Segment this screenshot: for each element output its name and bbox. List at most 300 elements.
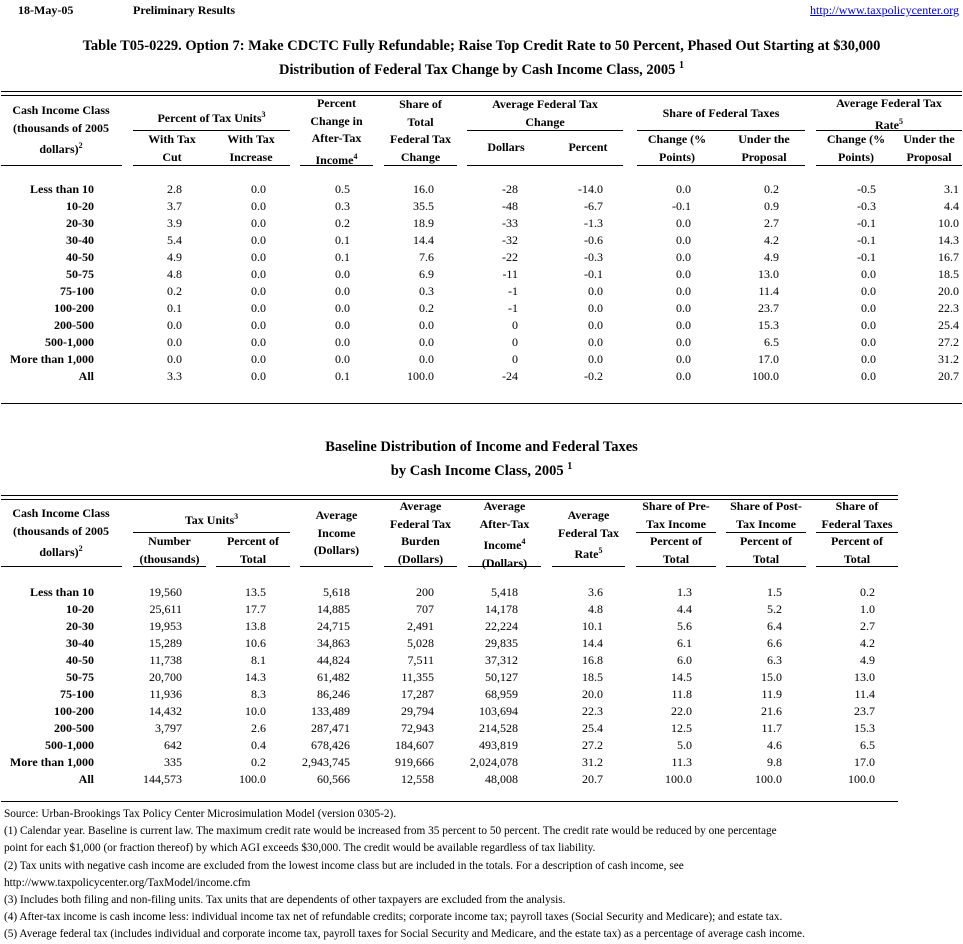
table-cell: 25.4 bbox=[938, 318, 959, 332]
table-cell: 0.0 bbox=[251, 284, 266, 298]
footnote-line: (3) Includes both filing and non-filing units. Tax units that are dependents of other taxpayers are excluded from the analysis. bbox=[4, 894, 566, 907]
header-fed-taxes-pct-total: Percent of Total bbox=[830, 534, 884, 566]
table-cell: 18.5 bbox=[938, 267, 959, 281]
income-class-label: 40-50 bbox=[66, 250, 94, 264]
table-cell: 4.6 bbox=[767, 738, 782, 752]
table-cell: -6.7 bbox=[584, 199, 603, 213]
header-pre-tax-pct-total: Percent of Total bbox=[649, 534, 703, 566]
table-cell: 16.7 bbox=[938, 250, 959, 264]
table2-title bbox=[0, 437, 963, 481]
table-cell: 184,607 bbox=[395, 738, 434, 752]
table-cell: 1.5 bbox=[767, 585, 782, 599]
table-cell: -0.1 bbox=[857, 250, 876, 264]
table-cell: 6.6 bbox=[767, 636, 782, 650]
table-cell: 14.3 bbox=[245, 670, 266, 684]
table-cell: 68,959 bbox=[485, 687, 518, 701]
table-cell: 0.0 bbox=[251, 335, 266, 349]
table-cell: 0.1 bbox=[335, 250, 350, 264]
table-cell: -22 bbox=[502, 250, 518, 264]
table-cell: 0.0 bbox=[251, 199, 266, 213]
table-cell: -0.1 bbox=[857, 216, 876, 230]
table-cell: 0.0 bbox=[676, 284, 691, 298]
table-cell: 7.6 bbox=[419, 250, 434, 264]
table-cell: 0.0 bbox=[676, 216, 691, 230]
table-cell: 0.2 bbox=[335, 216, 350, 230]
table-cell: 0.0 bbox=[676, 352, 691, 366]
income-class-label: More than 1,000 bbox=[9, 755, 94, 769]
table-row bbox=[0, 635, 963, 652]
table-cell: 29,835 bbox=[485, 636, 518, 650]
table-cell: 11,738 bbox=[149, 653, 182, 667]
table-cell: 10.0 bbox=[245, 704, 266, 718]
table-cell: 5,418 bbox=[491, 585, 518, 599]
header-share-pre-tax: Share of Pre- Tax Income bbox=[642, 499, 710, 531]
table-cell: -1 bbox=[508, 284, 518, 298]
table-cell: 2,943,745 bbox=[302, 755, 350, 769]
table-cell: 17.0 bbox=[854, 755, 875, 769]
table-cell: 0.3 bbox=[335, 199, 350, 213]
table-cell: 24,715 bbox=[317, 619, 350, 633]
table-cell: 20.0 bbox=[582, 687, 603, 701]
header-avg-fed-tax-change: Average Federal Tax Change bbox=[492, 97, 598, 129]
table-cell: 0.0 bbox=[419, 318, 434, 332]
table-row bbox=[0, 300, 963, 317]
table-cell: 0.0 bbox=[167, 318, 182, 332]
table1-title-line2: Distribution of Federal Tax Change by Cash Income Class, 2005 $^1$ bbox=[279, 60, 684, 78]
rule bbox=[552, 566, 625, 567]
header-avg-after-tax-income: Average After-Tax Income$^4$ (Dollars) bbox=[479, 499, 530, 570]
table-row bbox=[0, 317, 963, 334]
table-cell: 8.1 bbox=[251, 653, 266, 667]
table-cell: 100.0 bbox=[665, 772, 692, 786]
table-cell: 12.5 bbox=[671, 721, 692, 735]
table-cell: 0.0 bbox=[419, 352, 434, 366]
table-cell: 0.0 bbox=[861, 335, 876, 349]
header-post-tax-pct-total: Percent of Total bbox=[739, 534, 793, 566]
table-cell: 15.0 bbox=[761, 670, 782, 684]
table-cell: 15.3 bbox=[758, 318, 779, 332]
table-cell: 1.3 bbox=[677, 585, 692, 599]
table-cell: -0.5 bbox=[857, 182, 876, 196]
header-share-change-pct-points: Change (% Points) bbox=[647, 132, 707, 164]
table-cell: -0.3 bbox=[857, 199, 876, 213]
table-cell: 0.0 bbox=[861, 369, 876, 383]
header-avg-fed-tax-burden: Average Federal Tax Burden (Dollars) bbox=[389, 499, 451, 566]
footnote-line: http://www.taxpolicycenter.org/TaxModel/income.cfm bbox=[4, 876, 251, 889]
table-cell: 86,246 bbox=[317, 687, 350, 701]
table-cell: 0.0 bbox=[676, 250, 691, 264]
table-cell: 0.0 bbox=[167, 352, 182, 366]
table-cell: 0.0 bbox=[335, 267, 350, 281]
table-row bbox=[0, 181, 963, 198]
table-cell: 20.7 bbox=[582, 772, 603, 786]
table-cell: 0.0 bbox=[335, 318, 350, 332]
table-cell: 3.3 bbox=[167, 369, 182, 383]
table-row bbox=[0, 720, 963, 737]
table-cell: 3,797 bbox=[155, 721, 182, 735]
income-class-label: 10-20 bbox=[66, 602, 94, 616]
table-cell: 20.0 bbox=[938, 284, 959, 298]
table-cell: 0.2 bbox=[167, 284, 182, 298]
table-cell: 335 bbox=[164, 755, 182, 769]
table-cell: 7,511 bbox=[407, 653, 434, 667]
income-class-label: All bbox=[78, 772, 94, 786]
table-cell: 0.2 bbox=[860, 585, 875, 599]
table-cell: 0.0 bbox=[335, 284, 350, 298]
header-number: Number (thousands) bbox=[139, 534, 200, 566]
income-class-label: 30-40 bbox=[66, 636, 94, 650]
table-cell: 642 bbox=[164, 738, 182, 752]
table-cell: 35.5 bbox=[413, 199, 434, 213]
income-class-label: 500-1,000 bbox=[45, 335, 94, 349]
table-cell: 0.0 bbox=[588, 284, 603, 298]
table-cell: 13.8 bbox=[245, 619, 266, 633]
table-cell: 61,482 bbox=[317, 670, 350, 684]
table-cell: 31.2 bbox=[938, 352, 959, 366]
income-class-label: 200-500 bbox=[54, 721, 94, 735]
header-with-tax-increase: With Tax Increase bbox=[227, 132, 275, 164]
table-cell: 13.0 bbox=[854, 670, 875, 684]
table-cell: 0.9 bbox=[764, 199, 779, 213]
table-cell: 9.8 bbox=[767, 755, 782, 769]
table-cell: 493,819 bbox=[479, 738, 518, 752]
header-percent-of-total: Percent of Total bbox=[226, 534, 280, 566]
table-cell: 0.0 bbox=[335, 301, 350, 315]
table-cell: 0.4 bbox=[251, 738, 266, 752]
rule bbox=[1, 566, 122, 567]
table-cell: -0.1 bbox=[672, 199, 691, 213]
table1-title bbox=[0, 36, 963, 80]
table-cell: 16.0 bbox=[413, 182, 434, 196]
table-cell: 4.8 bbox=[588, 602, 603, 616]
table-cell: 678,426 bbox=[311, 738, 350, 752]
footnote-line: (2) Tax units with negative cash income are excluded from the lowest income class but are included in the totals. For a description of cash income, see bbox=[4, 859, 684, 872]
table-cell: 25.4 bbox=[582, 721, 603, 735]
header-cash-income-class: Cash Income Class (thousands of 2005 dollars)$^2$ bbox=[12, 103, 110, 156]
table-cell: 6.5 bbox=[860, 738, 875, 752]
table-row bbox=[0, 618, 963, 635]
income-class-label: 500-1,000 bbox=[45, 738, 94, 752]
income-class-label: All bbox=[78, 369, 94, 383]
table-cell: 72,943 bbox=[401, 721, 434, 735]
header-tax-units: Tax Units$^3$ bbox=[184, 512, 239, 527]
header-pct-change-after-tax: Percent Change in After-Tax Income$^4$ bbox=[310, 96, 363, 167]
table-cell: 5.6 bbox=[677, 619, 692, 633]
table-cell: 2,024,078 bbox=[470, 755, 518, 769]
table-row bbox=[0, 669, 963, 686]
table-cell: 5,618 bbox=[323, 585, 350, 599]
table-cell: -48 bbox=[502, 199, 518, 213]
table-cell: 10.0 bbox=[938, 216, 959, 230]
table-cell: 17,287 bbox=[401, 687, 434, 701]
table-row bbox=[0, 584, 963, 601]
table-cell: 0.0 bbox=[588, 301, 603, 315]
table-cell: 0.0 bbox=[251, 352, 266, 366]
table-cell: 16.8 bbox=[582, 653, 603, 667]
header-share-post-tax: Share of Post- Tax Income bbox=[730, 499, 802, 531]
table-cell: 287,471 bbox=[311, 721, 350, 735]
table-cell: 4.2 bbox=[764, 233, 779, 247]
income-class-label: 50-75 bbox=[66, 267, 94, 281]
table-cell: 6.3 bbox=[767, 653, 782, 667]
table-cell: 0 bbox=[512, 318, 518, 332]
table1-title-line1: Table T05-0229. Option 7: Make CDCTC Fully Refundable; Raise Top Credit Rate to 50 Percent, Phased Out Starting at $30,000 bbox=[82, 38, 881, 54]
table-cell: 4.9 bbox=[167, 250, 182, 264]
footnote-line: Source: Urban-Brookings Tax Policy Center Microsimulation Model (version 0305-2). bbox=[4, 808, 397, 820]
table-cell: 0.1 bbox=[335, 369, 350, 383]
table-row bbox=[0, 703, 963, 720]
table-row bbox=[0, 368, 963, 385]
table-cell: 144,573 bbox=[143, 772, 182, 786]
income-class-label: 20-30 bbox=[66, 619, 94, 633]
table-cell: 1.0 bbox=[860, 602, 875, 616]
table-cell: 0.0 bbox=[251, 267, 266, 281]
table-cell: 17.0 bbox=[758, 352, 779, 366]
table-row bbox=[0, 737, 963, 754]
table-cell: 27.2 bbox=[938, 335, 959, 349]
income-class-label: 20-30 bbox=[66, 216, 94, 230]
income-class-label: 50-75 bbox=[66, 670, 94, 684]
table-cell: 4.4 bbox=[944, 199, 959, 213]
header-share-fed-taxes: Share of Federal Taxes bbox=[662, 106, 780, 120]
table-cell: 14.4 bbox=[413, 233, 434, 247]
table-row bbox=[0, 198, 963, 215]
table-cell: 0.0 bbox=[251, 318, 266, 332]
table-cell: 0 bbox=[512, 335, 518, 349]
table-cell: 0.0 bbox=[167, 335, 182, 349]
income-class-label: 75-100 bbox=[60, 687, 94, 701]
header-share-total-change: Share of Total Federal Tax Change bbox=[389, 97, 451, 164]
rule bbox=[300, 566, 373, 567]
table-cell: 0.0 bbox=[676, 335, 691, 349]
table-cell: 25,611 bbox=[149, 602, 182, 616]
table-cell: 14,178 bbox=[485, 602, 518, 616]
table-cell: 4.9 bbox=[860, 653, 875, 667]
table-row bbox=[0, 283, 963, 300]
header-avg-income: Average Income (Dollars) bbox=[313, 508, 360, 557]
report-date: 18-May-05 bbox=[18, 3, 74, 17]
table-cell: 2.7 bbox=[764, 216, 779, 230]
table-cell: 5.0 bbox=[677, 738, 692, 752]
header-avg-fed-tax-rate: Average Federal Tax Rate$^5$ bbox=[557, 508, 619, 561]
table-cell: -32 bbox=[502, 233, 518, 247]
table-cell: 12,558 bbox=[401, 772, 434, 786]
table-cell: 0.0 bbox=[676, 369, 691, 383]
table-cell: -1 bbox=[508, 301, 518, 315]
table-cell: 20.7 bbox=[938, 369, 959, 383]
table-cell: -28 bbox=[502, 182, 518, 196]
header-with-tax-cut: With Tax Cut bbox=[148, 132, 196, 164]
table-cell: 14,885 bbox=[317, 602, 350, 616]
table-cell: 0.0 bbox=[251, 182, 266, 196]
header-rate-change-pct-points: Change (% Points) bbox=[826, 132, 886, 164]
table-cell: -0.1 bbox=[857, 233, 876, 247]
table-cell: 0.1 bbox=[167, 301, 182, 315]
table-cell: 0.0 bbox=[251, 301, 266, 315]
income-class-label: 75-100 bbox=[60, 284, 94, 298]
footnote-line: (4) After-tax income is cash income less: individual income tax net of refundable credits; corporate income tax; payroll taxes (Social Security and Medicare); and estate tax. bbox=[4, 911, 783, 924]
table-cell: 200 bbox=[416, 585, 434, 599]
table-row bbox=[0, 652, 963, 669]
table-cell: 103,694 bbox=[479, 704, 518, 718]
table-cell: 15,289 bbox=[149, 636, 182, 650]
table-cell: -33 bbox=[502, 216, 518, 230]
table-cell: 44,824 bbox=[317, 653, 350, 667]
income-class-label: More than 1,000 bbox=[9, 352, 94, 366]
table-cell: 14,432 bbox=[149, 704, 182, 718]
table-cell: 0.3 bbox=[419, 284, 434, 298]
table-row bbox=[0, 215, 963, 232]
table-cell: 919,666 bbox=[395, 755, 434, 769]
income-class-label: 100-200 bbox=[54, 301, 94, 315]
table-cell: 5,028 bbox=[407, 636, 434, 650]
table-cell: 21.6 bbox=[761, 704, 782, 718]
table-cell: -11 bbox=[502, 267, 518, 281]
table-cell: 2.6 bbox=[251, 721, 266, 735]
table-cell: 0.0 bbox=[588, 335, 603, 349]
table-cell: 6.0 bbox=[677, 653, 692, 667]
table-row bbox=[0, 754, 963, 771]
table-cell: 5.4 bbox=[167, 233, 182, 247]
table-cell: 23.7 bbox=[854, 704, 875, 718]
table-cell: 10.6 bbox=[245, 636, 266, 650]
table-cell: -24 bbox=[502, 369, 518, 383]
header-cash-income-class: Cash Income Class (thousands of 2005 dollars)$^2$ bbox=[12, 506, 110, 559]
table-cell: 48,008 bbox=[485, 772, 518, 786]
table-cell: 0.0 bbox=[251, 369, 266, 383]
footnote-line: (1) Calendar year. Baseline is current law. The maximum credit rate would be increased from 35 percent to 50 percent. The credit rate would be reduced by one percentage bbox=[4, 825, 777, 838]
header-dollars: Dollars bbox=[487, 140, 525, 154]
table-row bbox=[0, 601, 963, 618]
table-cell: 11.7 bbox=[761, 721, 782, 735]
table-cell: 50,127 bbox=[485, 670, 518, 684]
table-cell: 0.0 bbox=[335, 352, 350, 366]
table-cell: 0.0 bbox=[676, 318, 691, 332]
table-cell: 3.6 bbox=[588, 585, 603, 599]
table-cell: -1.3 bbox=[584, 216, 603, 230]
table-cell: 3.7 bbox=[167, 199, 182, 213]
table-cell: 13.5 bbox=[245, 585, 266, 599]
table-cell: 133,489 bbox=[311, 704, 350, 718]
table-cell: 8.3 bbox=[251, 687, 266, 701]
table-cell: 2.7 bbox=[860, 619, 875, 633]
header-share-under-proposal: Under the Proposal bbox=[738, 132, 790, 164]
table-cell: 0.0 bbox=[861, 301, 876, 315]
table-cell: 100.0 bbox=[755, 772, 782, 786]
table-cell: 14.5 bbox=[671, 670, 692, 684]
table-cell: 0.2 bbox=[419, 301, 434, 315]
table-cell: 22,224 bbox=[485, 619, 518, 633]
header-percent-tax-units: Percent of Tax Units$^3$ bbox=[157, 110, 266, 125]
table-cell: 11,936 bbox=[149, 687, 182, 701]
table-cell: 11.3 bbox=[671, 755, 692, 769]
table-cell: 0.2 bbox=[251, 755, 266, 769]
table-cell: -0.6 bbox=[584, 233, 603, 247]
table-cell: 0.0 bbox=[588, 318, 603, 332]
table-cell: 6.4 bbox=[767, 619, 782, 633]
rule bbox=[467, 165, 623, 166]
footnote-line: (5) Average federal tax (includes individual and corporate income tax, payroll taxes for Social Security and Medicare, and the estate tax) as a percentage of average cash income. bbox=[4, 928, 805, 941]
table-cell: 0.0 bbox=[676, 301, 691, 315]
table-cell: -14.0 bbox=[578, 182, 603, 196]
table-cell: -0.1 bbox=[584, 267, 603, 281]
table-cell: 214,528 bbox=[479, 721, 518, 735]
table-cell: 15.3 bbox=[854, 721, 875, 735]
table-cell: 11,355 bbox=[401, 670, 434, 684]
table-cell: 10.1 bbox=[582, 619, 603, 633]
table-cell: 20,700 bbox=[149, 670, 182, 684]
table-cell: 0.0 bbox=[588, 352, 603, 366]
table-cell: 0.5 bbox=[335, 182, 350, 196]
table-cell: 0.0 bbox=[335, 335, 350, 349]
table-cell: 0.0 bbox=[251, 250, 266, 264]
footnote-line: point for each $1,000 (or fraction thereof) by which AGI exceeds $30,000. The credit would be available regardless of tax liability. bbox=[4, 842, 596, 855]
income-class-label: 200-500 bbox=[54, 318, 94, 332]
table-cell: 0.0 bbox=[419, 335, 434, 349]
header-rate-under-proposal: Under the Proposal bbox=[903, 132, 955, 164]
table-cell: 100.0 bbox=[752, 369, 779, 383]
table-cell: 31.2 bbox=[582, 755, 603, 769]
table-cell: 0.0 bbox=[861, 267, 876, 281]
table-cell: 0.0 bbox=[676, 233, 691, 247]
table-cell: 60,566 bbox=[317, 772, 350, 786]
income-class-label: 10-20 bbox=[66, 199, 94, 213]
table-cell: 0.0 bbox=[676, 267, 691, 281]
table-cell: 18.5 bbox=[582, 670, 603, 684]
table-cell: 14.4 bbox=[582, 636, 603, 650]
table-cell: 23.7 bbox=[758, 301, 779, 315]
table-cell: 18.9 bbox=[413, 216, 434, 230]
income-class-label: 40-50 bbox=[66, 653, 94, 667]
table2-title-line2: by Cash Income Class, 2005 $^1$ bbox=[390, 461, 573, 479]
table-cell: -0.3 bbox=[584, 250, 603, 264]
table-cell: 19,953 bbox=[149, 619, 182, 633]
website-link[interactable]: http://www.taxpolicycenter.org bbox=[810, 3, 959, 17]
table-cell: 29,794 bbox=[401, 704, 434, 718]
footnotes bbox=[4, 806, 959, 944]
table-cell: 0.0 bbox=[861, 352, 876, 366]
income-class-label: 30-40 bbox=[66, 233, 94, 247]
table-cell: 37,312 bbox=[485, 653, 518, 667]
table2-title-line1: Baseline Distribution of Income and Federal Taxes bbox=[325, 439, 638, 455]
table-cell: 22.0 bbox=[671, 704, 692, 718]
header-avg-fed-tax-rate: Average Federal Tax Rate$^5$ bbox=[836, 96, 942, 132]
table-cell: 0.0 bbox=[251, 216, 266, 230]
table1-bottom-rule bbox=[1, 403, 962, 404]
table-cell: 19,560 bbox=[149, 585, 182, 599]
table-cell: 11.9 bbox=[761, 687, 782, 701]
header-share-fed-taxes: Share of Federal Taxes bbox=[821, 499, 893, 531]
table-cell: 3.9 bbox=[167, 216, 182, 230]
table-cell: 100.0 bbox=[407, 369, 434, 383]
table-row bbox=[0, 686, 963, 703]
table-cell: 13.0 bbox=[758, 267, 779, 281]
table-cell: 14.3 bbox=[938, 233, 959, 247]
income-class-label: Less than 10 bbox=[29, 585, 94, 599]
table-cell: 4.4 bbox=[677, 602, 692, 616]
table-cell: 5.2 bbox=[767, 602, 782, 616]
income-class-label: Less than 10 bbox=[29, 182, 94, 196]
table-cell: 100.0 bbox=[848, 772, 875, 786]
table-cell: 11.4 bbox=[854, 687, 875, 701]
rule bbox=[1, 165, 122, 166]
table-cell: 4.2 bbox=[860, 636, 875, 650]
table-row bbox=[0, 771, 963, 788]
table-cell: 707 bbox=[416, 602, 434, 616]
table-cell: 4.9 bbox=[764, 250, 779, 264]
table-cell: 11.4 bbox=[758, 284, 779, 298]
income-class-label: 100-200 bbox=[54, 704, 94, 718]
